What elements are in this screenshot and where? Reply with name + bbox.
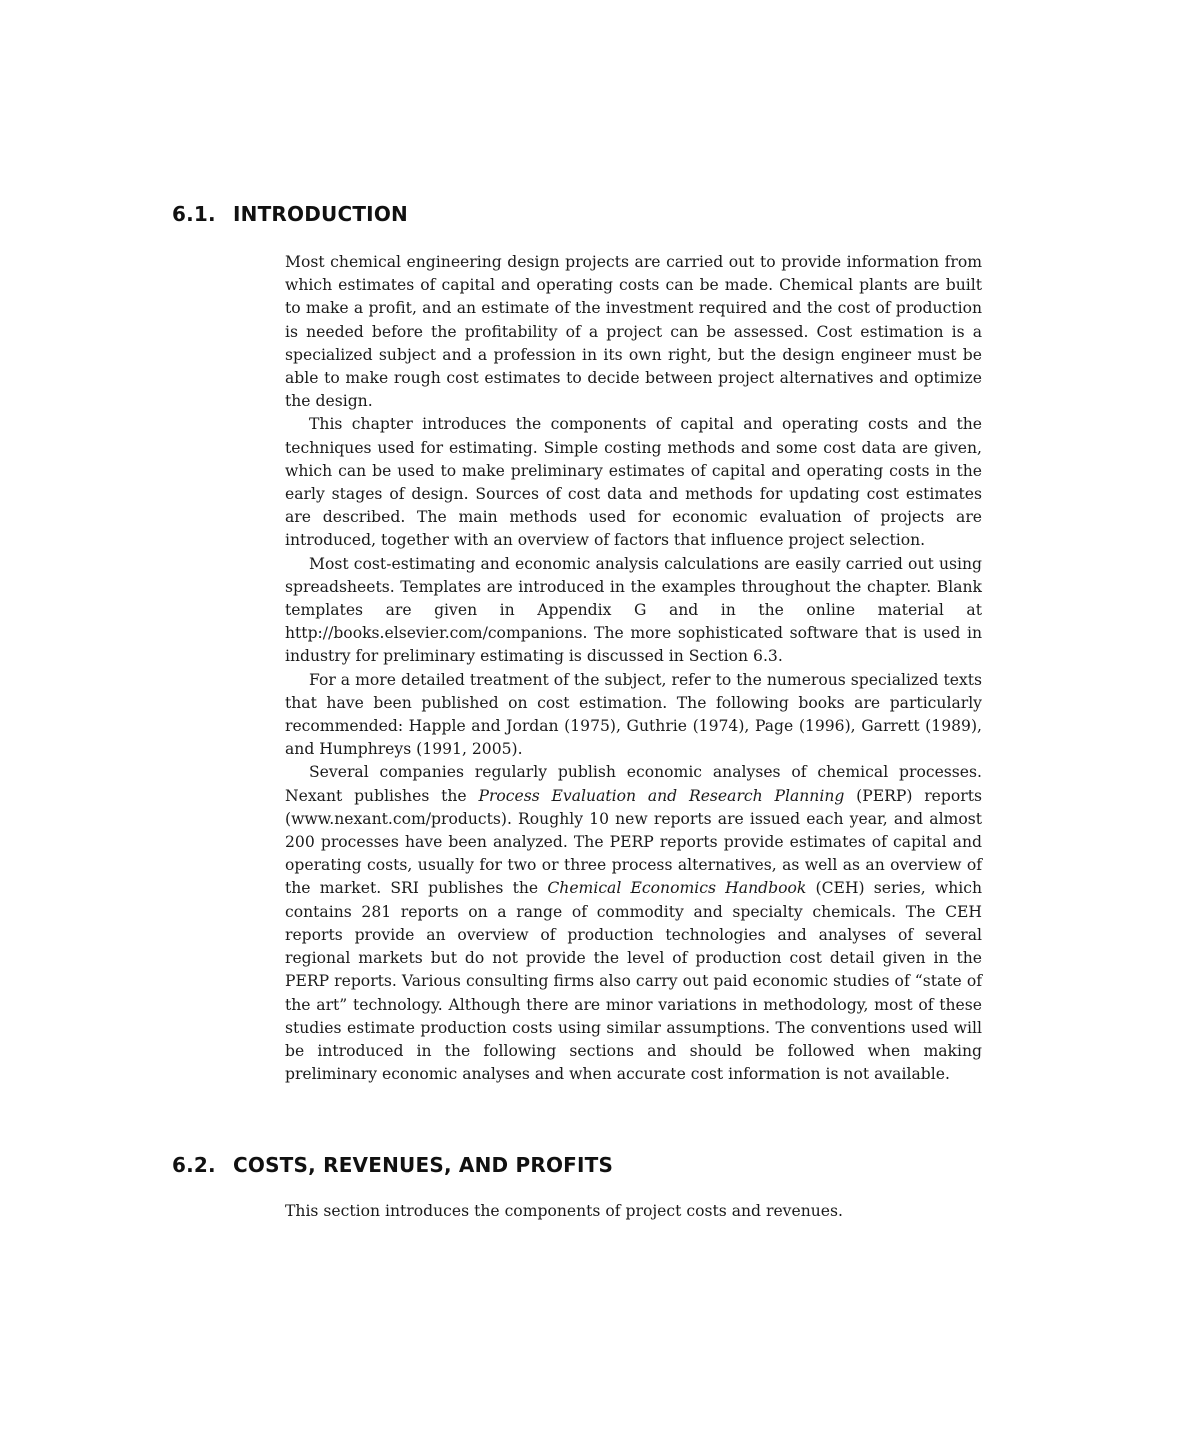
section-title: INTRODUCTION <box>233 202 408 226</box>
italic-title: Chemical Economics Handbook <box>547 879 807 898</box>
paragraph: For a more detailed treatment of the subject, refer to the numerous specialized texts that have been published on cost estimation. The following books are particularly recommended: Happle and Jordan (1975), Guthrie (1974), Page (1996), Garrett (1989), and Humphreys (1991, 2005). <box>285 670 982 759</box>
text-run: (PERP) reports (www.nexant.com/products). Roughly 10 new reports are issued each year, and almost 200 processes have been analyzed. The PERP reports provide estimates of capital and operating costs, usually for two or three process alternatives, as well as an overview of the market. SRI publishes the <box>285 786 982 898</box>
introduction-body <box>285 251 982 1086</box>
section-heading-costs-revenues-profits <box>172 1153 613 1177</box>
paragraph <box>285 761 982 1086</box>
section-heading-introduction <box>172 202 408 226</box>
section-number: 6.2. <box>172 1153 216 1177</box>
paragraph: Most chemical engineering design projects are carried out to provide information from which estimates of capital and operating costs can be made. Chemical plants are built to make a profit, and an estimate of the investment required and the cost of production is needed before the profitability of a project can be assessed. Cost estimation is a specialized subject and a profession in its own right, but the design engineer must be able to make rough cost estimates to decide between project alternatives and optimize the design. <box>285 253 982 411</box>
section-number: 6.1. <box>172 202 216 226</box>
italic-title: Process Evaluation and Research Planning <box>478 786 845 805</box>
paragraph: This section introduces the components of project costs and revenues. <box>285 1202 843 1220</box>
paragraph: This chapter introduces the components of capital and operating costs and the techniques used for estimating. Simple costing methods and some cost data are given, which can be used to make preliminary estimates of capital and operating costs in the early stages of design. Sources of cost data and methods for updating cost estimates are described. The main methods used for economic evaluation of projects are introduced, together with an overview of factors that influence project selection. <box>285 415 982 550</box>
section-title: COSTS, REVENUES, AND PROFITS <box>233 1153 614 1177</box>
text-run: (CEH) series, which contains 281 reports on a range of commodity and specialty chemicals. The CEH reports provide an overview of production technologies and analyses of several regional markets but do not provide the level of production cost detail given in the PERP reports. Various consulting firms also carry out paid economic studies of “state of the art” technology. Although there are minor variations in methodology, most of these studies estimate production costs using similar assumptions. The conventions used will be introduced in the following sections and should be followed when making preliminary economic analyses and when accurate cost information is not available. <box>285 879 982 1084</box>
text-run: Several companies regularly publish economic analyses of chemical processes. Nexant publishes the <box>285 763 982 805</box>
costs-section-body <box>285 1200 982 1223</box>
paragraph: Most cost-estimating and economic analysis calculations are easily carried out using spreadsheets. Templates are introduced in the examples throughout the chapter. Blank templates are given in Appendix G and in the online material at http://books.elsevier.com/companions. The more sophisticated software that is used in industry for preliminary estimating is discussed in Section 6.3. <box>285 554 982 666</box>
